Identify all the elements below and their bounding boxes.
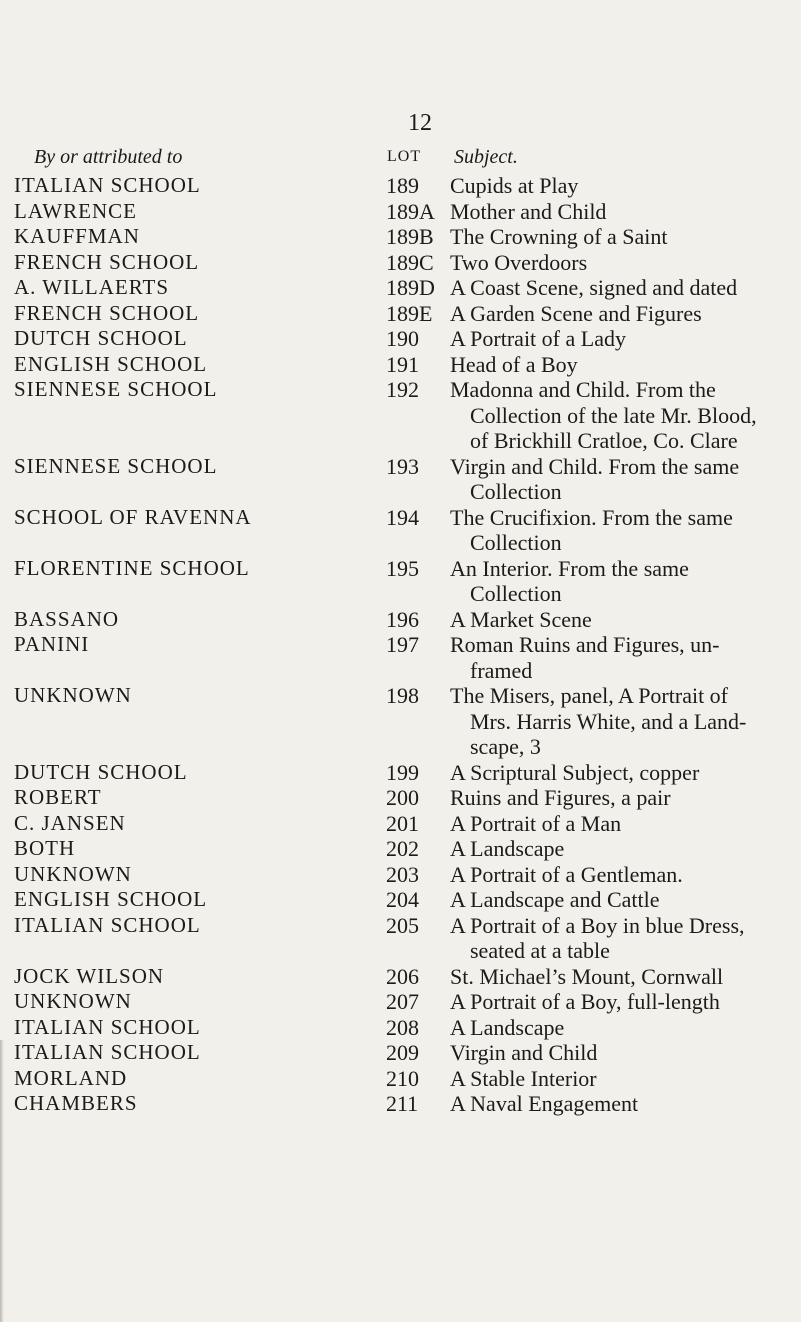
entry-subject xyxy=(450,173,795,199)
catalogue-entry xyxy=(0,224,801,250)
entry-lot-number: 199 xyxy=(386,759,419,785)
entry-artist: LAWRENCE xyxy=(14,198,137,223)
column-headers xyxy=(0,146,801,176)
entry-subject xyxy=(450,352,795,378)
entry-subject-line: Head of a Boy xyxy=(450,351,578,377)
entry-lot-number: 189B xyxy=(386,224,434,249)
entry-subject-line: A Landscape xyxy=(450,836,565,861)
entry-lot-number: 189C xyxy=(386,249,434,275)
catalogue-entry xyxy=(0,913,801,964)
entry-lot-number: 209 xyxy=(386,1040,419,1065)
entry-subject xyxy=(450,887,795,913)
catalogue-entry xyxy=(0,275,801,301)
catalogue-list xyxy=(0,173,801,1117)
catalogue-entry xyxy=(0,964,801,990)
entry-lot-number: 196 xyxy=(386,606,419,632)
entry-lot-number: 190 xyxy=(386,326,419,351)
entry-subject xyxy=(450,607,795,633)
catalogue-entry xyxy=(0,1091,801,1117)
entry-lot-number: 204 xyxy=(386,887,419,912)
catalogue-entry xyxy=(0,173,801,199)
entry-artist: SIENNESE SCHOOL xyxy=(14,377,218,401)
entry-artist: CHAMBERS xyxy=(14,1091,138,1115)
entry-subject-line: A Portrait of a Boy in blue Dress, xyxy=(450,912,745,938)
lot-column-header: LOT xyxy=(387,148,422,165)
entry-subject-line: scape, 3 xyxy=(470,734,541,759)
entry-artist: MORLAND xyxy=(14,1065,128,1090)
entry-subject-line: Roman Ruins and Figures, un- xyxy=(450,632,720,657)
entry-lot-number: 189D xyxy=(386,275,435,300)
entry-artist: UNKNOWN xyxy=(14,861,132,886)
entry-subject xyxy=(450,632,795,683)
catalogue-entry xyxy=(0,836,801,862)
entry-subject-line: Two Overdoors xyxy=(450,249,588,275)
entry-artist: FRENCH SCHOOL xyxy=(14,249,200,274)
entry-artist: KAUFFMAN xyxy=(14,224,140,248)
entry-subject-line: Mrs. Harris White, and a Land- xyxy=(470,708,747,734)
catalogue-entry xyxy=(0,454,801,505)
catalogue-entry xyxy=(0,1015,801,1041)
entry-subject xyxy=(450,505,795,556)
entry-subject xyxy=(450,454,795,505)
entry-lot-number: 195 xyxy=(386,555,419,581)
entry-artist: C. JANSEN xyxy=(14,810,126,835)
entry-subject-line: A Scriptural Subject, copper xyxy=(450,759,700,785)
entry-subject-line: of Brickhill Cratloe, Co. Clare xyxy=(470,428,738,453)
entry-subject xyxy=(450,785,795,811)
page-number: 12 xyxy=(408,110,432,136)
entry-subject-line: Madonna and Child. From the xyxy=(450,377,716,402)
entry-subject-line: Collection xyxy=(470,530,562,555)
entry-lot-number: 202 xyxy=(386,836,419,861)
entry-subject-line: framed xyxy=(470,657,533,683)
entry-subject-line: Virgin and Child. From the same xyxy=(450,453,740,479)
entry-subject-line: Cupids at Play xyxy=(450,173,579,198)
entry-lot-number: 203 xyxy=(386,861,419,887)
entry-artist: ENGLISH SCHOOL xyxy=(14,351,208,376)
entry-subject-line: Collection xyxy=(470,479,562,504)
entry-lot-number: 189 xyxy=(386,173,419,198)
entry-subject-line: A Portrait of a Boy, full-length xyxy=(450,989,720,1014)
entry-subject xyxy=(450,1091,795,1117)
entry-artist: ITALIAN SCHOOL xyxy=(14,173,201,197)
entry-subject xyxy=(450,1066,795,1092)
entry-artist: ROBERT xyxy=(14,785,102,809)
catalogue-entry xyxy=(0,199,801,225)
catalogue-entry xyxy=(0,989,801,1015)
catalogue-entry xyxy=(0,683,801,760)
catalogue-entry xyxy=(0,887,801,913)
entry-subject xyxy=(450,836,795,862)
catalogue-entry xyxy=(0,1040,801,1066)
subject-column-header: Subject. xyxy=(454,146,518,168)
entry-lot-number: 189A xyxy=(386,198,435,224)
entry-subject-line: The Misers, panel, A Portrait of xyxy=(450,683,729,708)
entry-subject-line: A Naval Engagement xyxy=(450,1091,639,1116)
entry-subject xyxy=(450,964,795,990)
catalogue-entry xyxy=(0,556,801,607)
entry-subject-line: A Landscape xyxy=(450,1014,565,1040)
entry-artist: ENGLISH SCHOOL xyxy=(14,887,208,911)
entry-artist: UNKNOWN xyxy=(14,989,132,1013)
entry-subject xyxy=(450,760,795,786)
entry-artist: ITALIAN SCHOOL xyxy=(14,1040,201,1064)
entry-subject-line: Ruins and Figures, a pair xyxy=(450,785,671,810)
catalogue-entry xyxy=(0,811,801,837)
catalogue-entry xyxy=(0,607,801,633)
entry-artist: BASSANO xyxy=(14,606,120,631)
entry-subject-line: A Portrait of a Man xyxy=(450,810,622,836)
catalogue-entry xyxy=(0,505,801,556)
entry-lot-number: 200 xyxy=(386,785,419,810)
entry-artist: DUTCH SCHOOL xyxy=(14,326,188,350)
entry-lot-number: 201 xyxy=(386,810,419,836)
entry-artist: UNKNOWN xyxy=(14,683,132,707)
entry-artist: ITALIAN SCHOOL xyxy=(14,1014,201,1039)
entry-subject-line: Collection of the late Mr. Blood, xyxy=(470,402,757,428)
entry-lot-number: 205 xyxy=(386,912,419,938)
entry-lot-number: 193 xyxy=(386,453,419,479)
catalogue-entry xyxy=(0,377,801,454)
entry-lot-number: 211 xyxy=(386,1091,419,1116)
catalogue-entry xyxy=(0,632,801,683)
entry-artist: DUTCH SCHOOL xyxy=(14,759,188,784)
entry-subject-line: Mother and Child xyxy=(450,198,607,224)
entry-subject-line: Collection xyxy=(470,581,562,606)
entry-artist: BOTH xyxy=(14,836,76,860)
entry-subject-line: A Portrait of a Gentleman. xyxy=(450,861,683,887)
entry-subject-line: A Coast Scene, signed and dated xyxy=(450,275,738,300)
entry-subject-line: A Garden Scene and Figures xyxy=(450,300,702,326)
entry-subject xyxy=(450,250,795,276)
entry-lot-number: 189E xyxy=(386,300,433,326)
entry-subject xyxy=(450,224,795,250)
catalogue-entry xyxy=(0,1066,801,1092)
entry-lot-number: 192 xyxy=(386,377,419,402)
entry-subject xyxy=(450,275,795,301)
entry-artist: ITALIAN SCHOOL xyxy=(14,912,201,937)
entry-subject-line: A Stable Interior xyxy=(450,1065,597,1091)
catalogue-entry xyxy=(0,250,801,276)
entry-lot-number: 194 xyxy=(386,504,419,530)
entry-subject xyxy=(450,1015,795,1041)
entry-subject xyxy=(450,913,795,964)
entry-subject-line: St. Michael’s Mount, Cornwall xyxy=(450,963,724,989)
entry-artist: A. WILLAERTS xyxy=(14,275,170,299)
entry-lot-number: 198 xyxy=(386,683,419,708)
entry-subject-line: The Crowning of a Saint xyxy=(450,224,668,249)
entry-subject-line: seated at a table xyxy=(470,938,610,963)
entry-artist: SIENNESE SCHOOL xyxy=(14,453,218,478)
entry-artist: PANINI xyxy=(14,632,90,656)
entry-subject xyxy=(450,811,795,837)
entry-lot-number: 206 xyxy=(386,963,419,989)
catalogue-entry xyxy=(0,301,801,327)
entry-lot-number: 197 xyxy=(386,632,419,657)
entry-subject xyxy=(450,683,795,760)
entry-artist: FRENCH SCHOOL xyxy=(14,300,200,325)
entry-subject xyxy=(450,326,795,352)
entry-artist: JOCK WILSON xyxy=(14,963,165,988)
catalogue-entry xyxy=(0,326,801,352)
artist-column-header: By or attributed to xyxy=(34,146,183,168)
entry-subject-line: A Market Scene xyxy=(450,606,592,632)
entry-subject xyxy=(450,862,795,888)
entry-subject-line: Virgin and Child xyxy=(450,1040,598,1065)
entry-subject xyxy=(450,377,795,454)
catalogue-entry xyxy=(0,760,801,786)
entry-lot-number: 207 xyxy=(386,989,419,1014)
entry-subject-line: A Portrait of a Lady xyxy=(450,326,626,351)
entry-subject xyxy=(450,1040,795,1066)
entry-artist: FLORENTINE SCHOOL xyxy=(14,555,250,580)
entry-subject xyxy=(450,556,795,607)
entry-lot-number: 210 xyxy=(386,1065,419,1091)
entry-subject xyxy=(450,199,795,225)
catalogue-entry xyxy=(0,862,801,888)
entry-subject-line: An Interior. From the same xyxy=(450,555,689,581)
catalogue-entry xyxy=(0,352,801,378)
entry-subject xyxy=(450,989,795,1015)
entry-subject-line: The Crucifixion. From the same xyxy=(450,504,733,530)
entry-subject xyxy=(450,301,795,327)
entry-subject-line: A Landscape and Cattle xyxy=(450,887,660,912)
entry-lot-number: 191 xyxy=(386,351,419,377)
catalogue-entry xyxy=(0,785,801,811)
page-edge-shadow xyxy=(0,1040,4,1322)
entry-lot-number: 208 xyxy=(386,1014,419,1040)
entry-artist: SCHOOL OF RAVENNA xyxy=(14,504,252,529)
